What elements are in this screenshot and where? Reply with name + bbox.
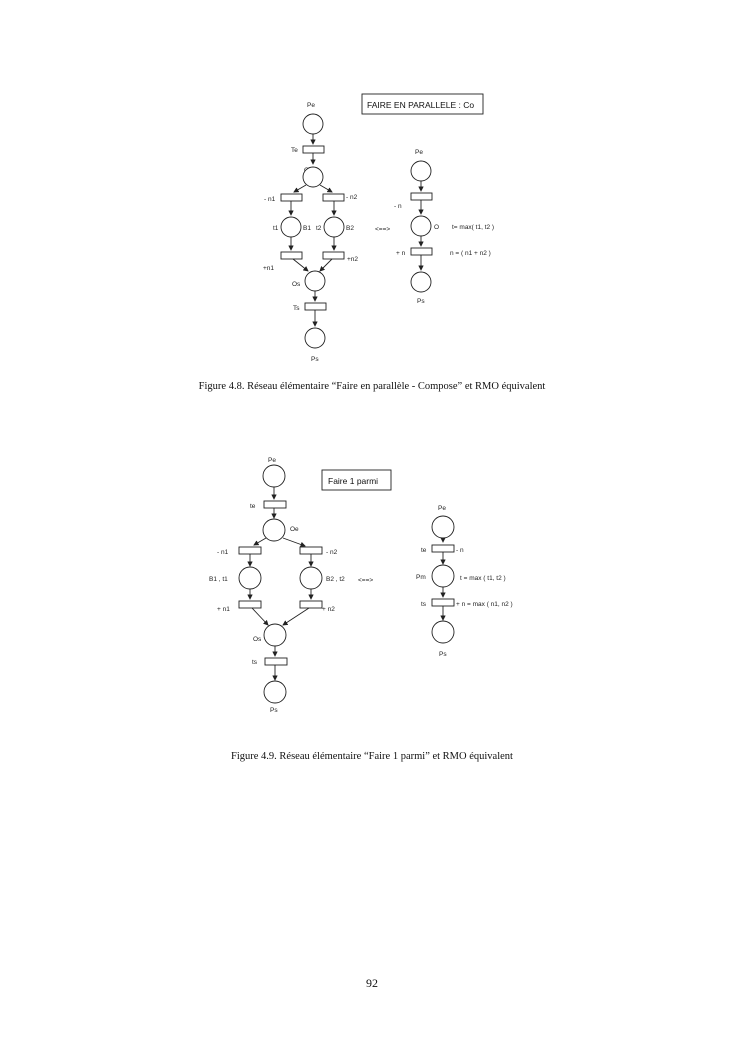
right-label-minus-n: - n [456, 547, 464, 554]
right-n-formula: n = ( n1 + n2 ) [450, 250, 491, 257]
right-label-pe: Pe [438, 505, 446, 512]
right-label-ps: Ps [439, 651, 447, 658]
transition-minus-n1 [239, 547, 261, 554]
label-t2: t2 [316, 225, 322, 232]
right-label-o: O [434, 224, 440, 231]
place-pe [303, 114, 323, 134]
right-label-pm: Pm [416, 574, 426, 581]
transition-minus-n2 [300, 547, 322, 554]
right-t-formula: t= max( t1, t2 ) [452, 224, 495, 231]
right-transition-minus-n [411, 193, 432, 200]
equivalence-arrow: <==> [358, 577, 374, 584]
right-label-ts: ts [421, 601, 427, 608]
right-place-ps [432, 621, 454, 643]
label-os: Os [253, 636, 262, 643]
right-transition-ts [432, 599, 454, 606]
place-ps [305, 328, 325, 348]
transition-ts [265, 658, 287, 665]
figure-title: Faire 1 parmi [328, 476, 379, 486]
place-os [264, 624, 286, 646]
place-os [305, 271, 325, 291]
transition-plus-n1 [281, 252, 302, 259]
place-pe [263, 465, 285, 487]
right-place-pe [432, 516, 454, 538]
label-b1: B1 [303, 225, 311, 232]
place-b2 [324, 217, 344, 237]
right-label-plus-n: + n [396, 250, 406, 257]
place-b2 [300, 567, 322, 589]
right-place-ps [411, 272, 431, 292]
label-minus-n2: - n2 [326, 549, 338, 556]
label-ps: Ps [270, 707, 278, 714]
label-plus-n1: + n1 [217, 606, 230, 613]
petri-net-figure-4-9 [0, 450, 744, 750]
label-minus-n1: - n1 [217, 549, 229, 556]
label-b2: B2 [346, 225, 354, 232]
label-ts: ts [252, 659, 258, 666]
label-te: Te [291, 147, 298, 154]
transition-plus-n2 [323, 252, 344, 259]
figure-title: FAIRE EN PARALLELE : Co [367, 100, 475, 110]
right-place-pm [432, 565, 454, 587]
transition-te [303, 146, 324, 153]
label-plus-n1: +n1 [263, 265, 275, 272]
label-b1-t1: B1 , t1 [209, 576, 228, 583]
transition-minus-n1 [281, 194, 302, 201]
label-plus-n2: +n2 [347, 256, 359, 263]
right-transition-te [432, 545, 454, 552]
place-oe [263, 519, 285, 541]
right-label-pe: Pe [415, 149, 423, 156]
figure-4-8-caption: Figure 4.8. Réseau élémentaire “Faire en parallèle - Compose” et RMO équivalent [198, 381, 546, 392]
right-t-formula: t = max ( t1, t2 ) [460, 575, 506, 582]
label-te: te [250, 503, 256, 510]
place-ps [264, 681, 286, 703]
petri-net-figure-4-8 [0, 0, 744, 380]
label-ps: Ps [311, 356, 319, 363]
place-b1 [239, 567, 261, 589]
right-label-ps: Ps [417, 298, 425, 305]
label-t1: t1 [273, 225, 279, 232]
right-label-te: te [421, 547, 427, 554]
right-label-minus-n: - n [394, 203, 402, 210]
label-pe: Pe [307, 102, 315, 109]
transition-minus-n2 [323, 194, 344, 201]
label-minus-n1: - n1 [264, 196, 276, 203]
label-plus-n2: + n2 [322, 606, 335, 613]
right-place-pe [411, 161, 431, 181]
label-minus-n2: - n2 [346, 194, 358, 201]
right-transition-plus-n [411, 248, 432, 255]
label-os: Os [292, 281, 301, 288]
right-place-o [411, 216, 431, 236]
label-ts: Ts [293, 305, 300, 312]
place-b1 [281, 217, 301, 237]
label-b2-t2: B2 , t2 [326, 576, 345, 583]
figure-4-9-caption: Figure 4.9. Réseau élémentaire “Faire 1 parmi” et RMO équivalent [231, 751, 513, 762]
equivalence-arrow: <==> [375, 226, 391, 233]
transition-plus-n2 [300, 601, 322, 608]
transition-te [264, 501, 286, 508]
label-pe: Pe [268, 457, 276, 464]
transition-ts [305, 303, 326, 310]
transition-plus-n1 [239, 601, 261, 608]
place-oe [303, 167, 323, 187]
label-oe: Oe [290, 526, 299, 533]
right-n-formula: + n = max ( n1, n2 ) [456, 601, 513, 608]
page-number: 92 [366, 976, 378, 990]
